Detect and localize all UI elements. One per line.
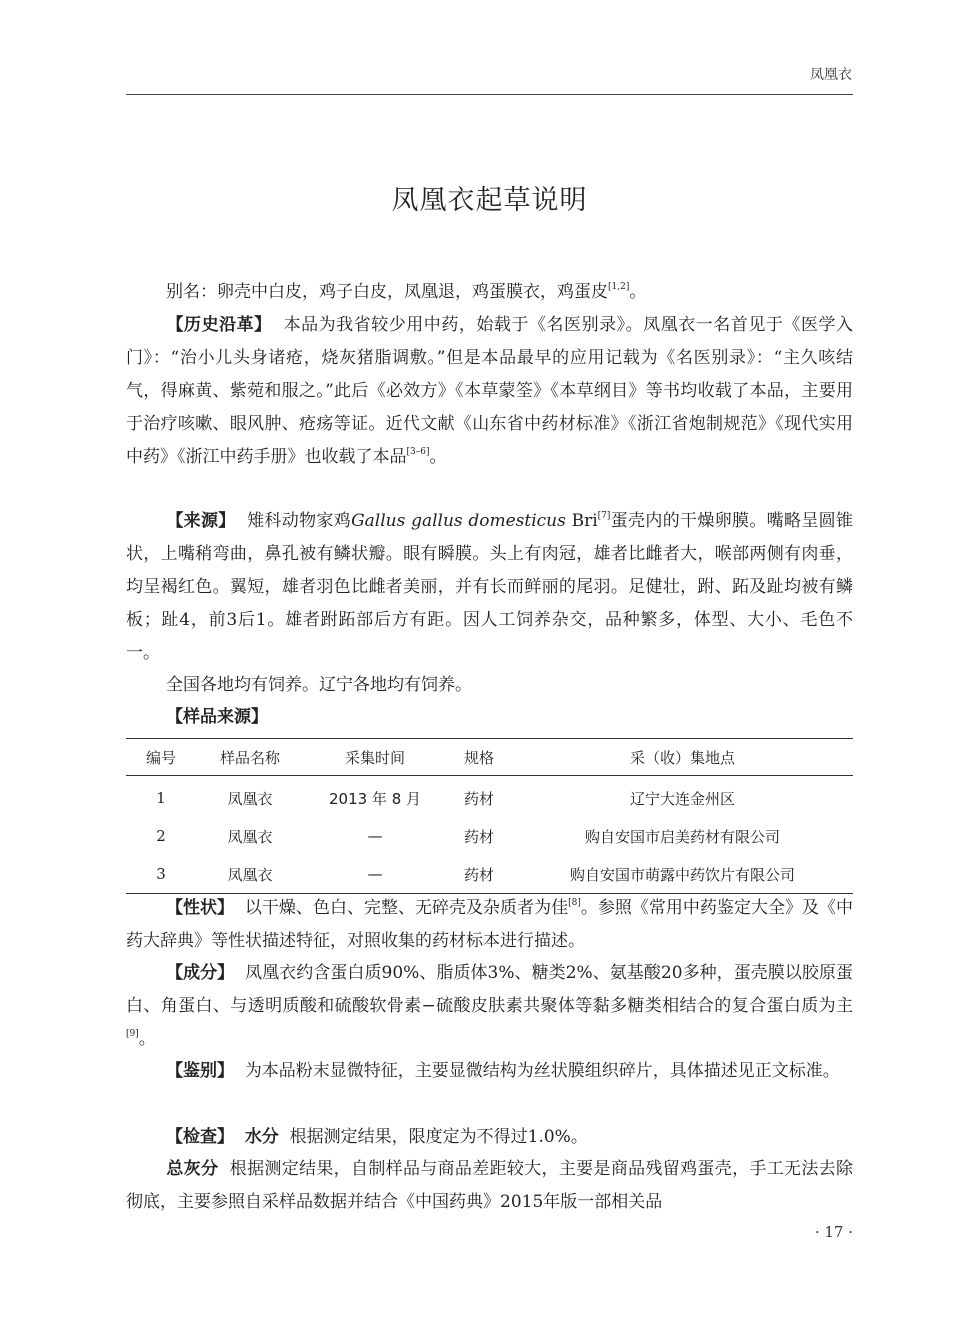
composition-paragraph xyxy=(126,957,853,1056)
table-cell: 凤凰衣 xyxy=(196,855,304,894)
latin-author: Bri xyxy=(565,511,598,531)
table-cell: 购自安国市萌露中药饮片有限公司 xyxy=(512,855,853,894)
column-header: 编号 xyxy=(126,739,196,776)
table-cell: 药材 xyxy=(446,855,512,894)
header-rule xyxy=(126,94,853,95)
sample-table xyxy=(126,738,853,894)
table-cell: 3 xyxy=(126,855,196,894)
section-heading-composition: 【成分】 xyxy=(166,963,235,983)
table-cell: — xyxy=(304,855,446,894)
page-number: · 17 · xyxy=(814,1223,853,1241)
citation: [7] xyxy=(597,511,611,521)
table-cell: 2 xyxy=(156,827,166,845)
alias-paragraph xyxy=(126,276,853,309)
subheading-moisture: 水分 xyxy=(244,1127,279,1147)
history-paragraph xyxy=(126,309,853,474)
running-head: 凤凰衣 xyxy=(810,67,852,83)
section-heading-samples: 【样品来源】 xyxy=(166,707,268,727)
composition-text: 凤凰衣约含蛋白质90%、脂质体3%、糖类2%、氨基酸20多种，蛋壳膜以胶原蛋白、角蛋白、与透明质酸和硫酸软骨素−硫酸皮肤素共聚体等黏多糖类相结合的复合蛋白质为主 xyxy=(126,963,853,1016)
distribution-paragraph xyxy=(126,669,853,702)
distribution-text: 全国各地均有饲养。辽宁各地均有饲养。 xyxy=(166,675,472,695)
section-heading-history: 【历史沿革】 xyxy=(166,315,272,335)
table-cell: 药材 xyxy=(463,789,494,808)
table-cell: 辽宁大连金州区 xyxy=(629,789,735,808)
table-cell: 2013 年 8 月 xyxy=(328,789,422,808)
citation: [9] xyxy=(126,1029,139,1039)
properties-paragraph xyxy=(126,892,853,958)
table-row xyxy=(126,776,853,818)
inspection-paragraph xyxy=(126,1121,853,1154)
composition-end: 。 xyxy=(138,1029,156,1049)
table-cell: 凤凰衣 xyxy=(227,789,273,808)
sample-heading-paragraph xyxy=(126,701,853,734)
table-row xyxy=(126,817,853,855)
history-end: 。 xyxy=(429,447,447,467)
alias-end: 。 xyxy=(629,282,647,302)
table-cell: 药材 xyxy=(463,827,494,846)
table-header-row xyxy=(126,739,853,776)
citation: [8] xyxy=(568,898,581,908)
column-header: 样品名称 xyxy=(196,739,304,776)
table-cell: 凤凰衣 xyxy=(227,827,273,846)
ash-text: 根据测定结果，自制样品与商品差距较大，主要是商品残留鸡蛋壳，手工无法去除彻底，主要参照自采样品数据并结合《中国药典》2015年版一部相关品 xyxy=(126,1159,854,1212)
identification-text: 为本品粉末显微特征，主要显微结构为丝状膜组织碎片，具体描述见正文标准。 xyxy=(244,1061,840,1081)
column-header: 采集时间 xyxy=(304,739,446,776)
history-text: 本品为我省较少用中药，始载于《名医别录》。凤凰衣一名首见于《医学入门》：“治小儿头身诸疮，烧灰猪脂调敷。”但是本品最早的应用记载为《名医别录》：“主久咳结气，得麻黄、紫菀和服之。”此后《必效方》《本草蒙筌》《本草纲目》等书均收载了本品，主要用于治疗咳嗽、眼风肿、疮疡等证。近代文献《山东省中药材标准》《浙江省炮制规范》《现代实用中药》《浙江中药手册》也收载了本品 xyxy=(126,315,854,467)
table-row xyxy=(126,855,853,894)
column-header: 采（收）集地点 xyxy=(512,739,853,776)
section-heading-properties: 【性状】 xyxy=(166,898,235,918)
source-paragraph xyxy=(126,505,853,670)
citation: [1,2] xyxy=(608,282,630,292)
alias-text: 别名：卵壳中白皮，鸡子白皮，凤凰退，鸡蛋膜衣，鸡蛋皮 xyxy=(166,282,608,302)
ash-paragraph xyxy=(126,1153,853,1219)
table-cell: — xyxy=(367,827,383,845)
properties-text-2: 。参照《常用中药鉴定大全》及《中药大辞典》等性状描述特征，对照收集的药材标本进行描述。 xyxy=(126,898,854,951)
source-pre: 雉科动物家鸡 xyxy=(247,511,352,531)
properties-text: 以干燥、色白、完整、无碎壳及杂质者为佳 xyxy=(244,898,569,918)
column-header: 规格 xyxy=(446,739,512,776)
citation: [3–6] xyxy=(406,447,430,457)
section-heading-source: 【来源】 xyxy=(166,511,236,531)
identification-paragraph xyxy=(126,1055,853,1088)
section-heading-inspection: 【检查】 xyxy=(166,1127,234,1147)
subheading-total-ash: 总灰分 xyxy=(166,1159,219,1179)
source-text: 蛋壳内的干燥卵膜。嘴略呈圆锥状，上嘴稍弯曲，鼻孔被有鳞状瓣。眼有瞬膜。头上有肉冠，雄者比雌者大，喉部两侧有肉垂，均呈褐红色。翼短，雄者羽色比雌者美丽，并有长而鲜丽的尾羽。足健壮，跗、跖及趾均被有鳞板；趾4，前3后1。雄者跗跖部后方有距。因人工饲养杂交，品种繁多，体型、大小、毛色不一。 xyxy=(126,511,853,663)
table-cell: 1 xyxy=(156,789,166,807)
inspection-text: 根据测定结果，限度定为不得过1.0%。 xyxy=(289,1127,588,1147)
table-cell: 购自安国市启美药材有限公司 xyxy=(584,827,780,846)
section-heading-identification: 【鉴别】 xyxy=(166,1061,234,1081)
page-title: 凤凰衣起草说明 xyxy=(391,185,588,216)
latin-name: Gallus gallus domesticus xyxy=(351,511,566,531)
